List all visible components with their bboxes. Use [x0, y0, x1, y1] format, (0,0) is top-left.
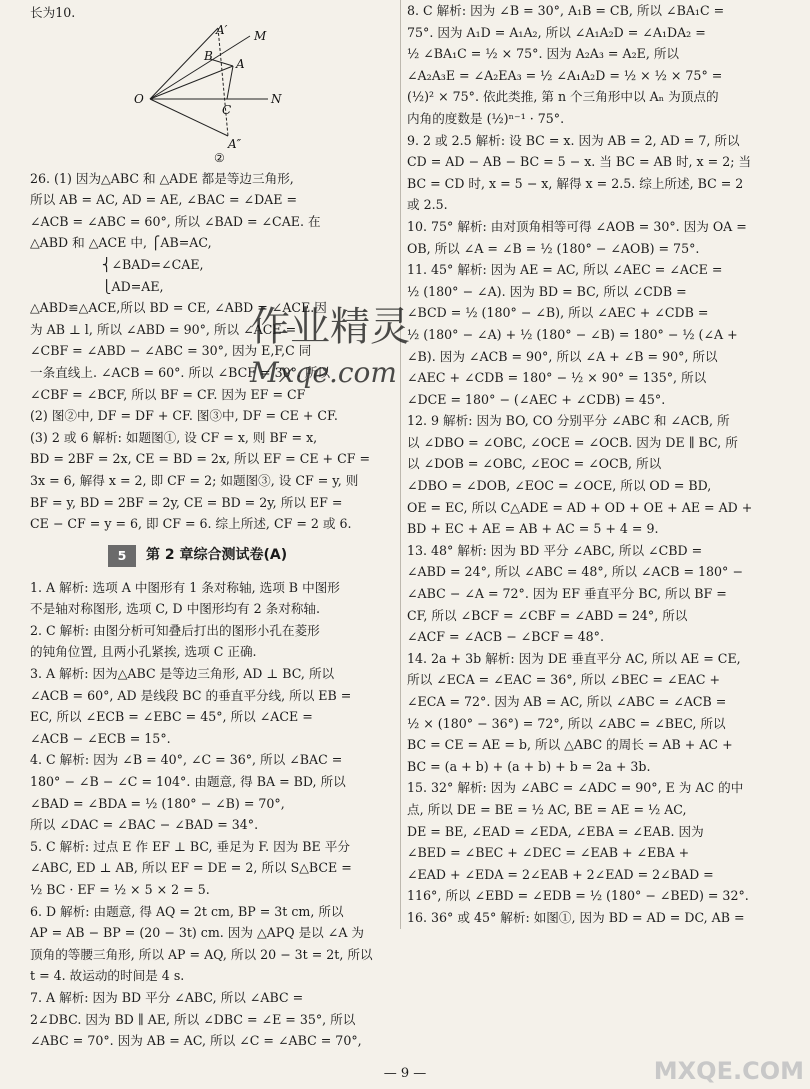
answer-line: ∠ACB = 60°, AD 是线段 BC 的垂直平分线, 所以 EB = [30, 687, 352, 703]
answer-line: ½ (180° − ∠A). 因为 BD = BC, 所以 ∠CDB = [407, 283, 687, 299]
answer-line: (½)² × 75°. 依此类推, 第 n 个三角形中以 Aₙ 为顶点的 [407, 89, 719, 105]
answer-line: 15. 32° 解析: 因为 ∠ABC = ∠ADC = 90°, E 为 AC 的中 [407, 780, 744, 796]
answer-line: BC = CD 时, x = 5 − x, 解得 x = 2.5. 综上所述, BC = 2 [407, 175, 744, 191]
answer-line: 12. 9 解析: 因为 BO, CO 分别平分 ∠ABC 和 ∠ACB, 所 [407, 413, 730, 429]
q26-line: BD = 2BF = 2x, CE = BD = 2x, 所以 EF = CE + CF = [30, 451, 371, 467]
answer-line: 2. C 解析: 由图分析可知叠后打出的图形小孔在菱形 [30, 622, 320, 638]
answer-line: 以 ∠DOB = ∠OBC, ∠EOC = ∠OCB, 所以 [407, 456, 662, 472]
q26-line: △ABD≌△ACE,所以 BD = CE, ∠ABD = ∠ACE.因 [30, 300, 327, 316]
answer-line: 8. C 解析: 因为 ∠B = 30°, A₁B = CB, 所以 ∠BA₁C = [407, 3, 725, 18]
label-a: A [236, 56, 245, 71]
watermark-domain: Mxqe.com [250, 356, 397, 389]
answer-line: ∠ECA = 72°. 因为 AB = AC, 所以 ∠ABC = ∠ACB = [407, 694, 727, 709]
answer-line: 4. C 解析: 因为 ∠B = 40°, ∠C = 36°, 所以 ∠BAC = [30, 752, 343, 768]
answer-line: ∠BCD = ½ (180° − ∠B), 所以 ∠AEC + ∠CDB = [407, 305, 709, 321]
answer-line: BD + EC + AE = AB + AC = 5 + 4 = 9. [407, 521, 659, 537]
answer-line: ½ ∠BA₁C = ½ × 75°. 因为 A₂A₃ = A₂E, 所以 [407, 46, 680, 62]
q26-line: BF = y, BD = 2BF = 2y, CE = BD = 2y, 所以 EF = [30, 494, 343, 510]
segment-a1a2 [218, 28, 228, 136]
answer-line: 以 ∠DBO = ∠OBC, ∠OCE = ∠OCB. 因为 DE ∥ BC, 所 [407, 434, 738, 450]
q26-line: 26. (1) 因为△ABC 和 △ADE 都是等边三角形, [30, 170, 294, 186]
answer-line: ∠DCE = 180° − (∠AEC + ∠CDB) = 45°. [407, 391, 666, 407]
figure-caption: ② [214, 150, 225, 164]
geometry-figure [130, 24, 300, 164]
segment-oa1 [150, 28, 218, 99]
answer-line: ∠EAD + ∠EDA = 2∠EAB + 2∠EAD = 2∠BAD = [407, 866, 714, 882]
q26-line: ∠ACB = ∠ABC = 60°, 所以 ∠BAD = ∠CAE. 在 [30, 213, 321, 229]
answer-line: 点, 所以 DE = BE = ½ AC, BE = AE = ½ AC, [407, 801, 687, 817]
answer-line: ½ (180° − ∠A) + ½ (180° − ∠B) = 180° − ½ (∠A + [407, 326, 738, 342]
answer-line: 14. 2a + 3b 解析: 因为 DE 垂直平分 AC, 所以 AE = CE, [407, 650, 741, 666]
section-header [108, 545, 392, 567]
answer-line: OB, 所以 ∠A = ∠B = ½ (180° − ∠AOB) = 75°. [407, 240, 700, 256]
answer-line: ∠ABC − ∠A = 72°. 因为 EF 垂直平分 BC, 所以 BF = [407, 586, 727, 602]
q26-line: 3x = 6, 解得 x = 2, 即 CF = 2; 如题图③, 设 CF = y, 则 [30, 472, 359, 488]
answer-line: ½ BC · EF = ½ × 5 × 2 = 5. [30, 882, 210, 897]
q26-line: △ABD 和 △ACE 中, ⎧AB=AC, [30, 235, 212, 251]
section-number: 5 [108, 545, 136, 567]
page-number: — 9 — [383, 1066, 427, 1081]
answer-line: 75°. 因为 A₁D = A₁A₂, 所以 ∠A₁A₂D = ∠A₁DA₂ = [407, 24, 706, 40]
answer-line: 16. 36° 或 45° 解析: 如图①, 因为 BD = AD = DC, AB = [407, 909, 745, 925]
answer-line: ∠A₂A₃E = ∠A₂EA₃ = ½ ∠A₁A₂D = ½ × ½ × 75° = [407, 67, 723, 83]
q26-line: ∠CBF = ∠BCF, 所以 BF = CF. 因为 EF = CF [30, 386, 306, 402]
answer-line: ∠ACB − ∠ECB = 15°. [30, 730, 171, 746]
label-o: O [134, 91, 144, 106]
answer-line: ∠AEC + ∠CDB = 180° − ½ × 90° = 135°, 所以 [407, 370, 707, 386]
answer-line: ∠ABC = 70°. 因为 AB = AC, 所以 ∠C = ∠ABC = 70°, [30, 1033, 362, 1049]
answer-line: ∠DBO = ∠DOB, ∠EOC = ∠OCE, 所以 OD = BD, [407, 478, 712, 494]
answer-line: BC = CE = AE = b, 所以 △ABC 的周长 = AB + AC + [407, 737, 733, 753]
answer-line: 所以 ∠DAC = ∠BAC − ∠BAD = 34°. [30, 817, 259, 833]
answer-line: ∠B). 因为 ∠ACB = 90°, 所以 ∠A + ∠B = 90°, 所以 [407, 348, 718, 364]
answer-line: ∠ABC, ED ⊥ AB, 所以 EF = DE = 2, 所以 S△BCE = [30, 860, 352, 876]
answer-line: CD = AD − AB − BC = 5 − x. 当 BC = AB 时, x = 2; 当 [407, 154, 752, 170]
question-26 [30, 168, 392, 535]
answer-line: 不是轴对称图形, 选项 C, D 中图形均有 2 条对称轴. [30, 601, 321, 617]
left-answers [30, 577, 392, 1052]
label-b: B [204, 48, 213, 63]
answer-line: ∠BED = ∠BEC + ∠DEC = ∠EAB + ∠EBA + [407, 845, 690, 861]
right-column [400, 0, 787, 929]
answer-line: 2∠DBC. 因为 BD ∥ AE, 所以 ∠DBC = ∠E = 35°, 所以 [30, 1011, 356, 1027]
answer-line: ∠BAD = ∠BDA = ½ (180° − ∠B) = 70°, [30, 795, 285, 811]
answer-line: 顶角的等腰三角形, 所以 AP = AQ, 所以 20 − 3t = 2t, 所以 [30, 946, 373, 962]
segment-oa [150, 66, 233, 99]
answer-line: ∠ACF = ∠ACB − ∠BCF = 48°. [407, 629, 604, 645]
answer-line: AP = AB − BP = (20 − 3t) cm. 因为 △APQ 是以 ∠A 为 [30, 925, 365, 941]
q26-line: CE − CF = y = 6, 即 CF = 6. 综上所述, CF = 2 或 6. [30, 516, 352, 532]
answer-line: 所以 ∠ECA = ∠EAC = 36°, 所以 ∠BEC = ∠EAC + [407, 672, 721, 688]
q26-line: (3) 2 或 6 解析: 如题图①, 设 CF = x, 则 BF = x, [30, 429, 318, 445]
label-a1: A′ [216, 23, 228, 37]
q26-line: ⎨∠BAD=∠CAE, [30, 256, 204, 272]
segment-oa2 [150, 99, 228, 136]
q26-line: ⎩AD=AE, [30, 278, 164, 294]
answer-line: DE = BE, ∠EAD = ∠EDA, ∠EBA = ∠EAB. 因为 [407, 823, 704, 839]
answer-line: 6. D 解析: 由题意, 得 AQ = 2t cm, BP = 3t cm, 所以 [30, 903, 344, 919]
ray-om [150, 36, 250, 99]
left-column [30, 0, 392, 1052]
answer-line: 3. A 解析: 因为△ABC 是等边三角形, AD ⊥ BC, 所以 [30, 666, 335, 682]
label-c: C [222, 102, 232, 117]
label-n: N [271, 91, 282, 106]
answer-line: 13. 48° 解析: 因为 BD 平分 ∠ABC, 所以 ∠CBD = [407, 542, 703, 558]
answer-line: 9. 2 或 2.5 解析: 设 BC = x. 因为 AB = 2, AD = 7, 所以 [407, 132, 740, 148]
q26-line: (2) 图②中, DF = DF + CF. 图③中, DF = CE + CF. [30, 408, 338, 424]
answer-line: t = 4. 故运动的时间是 4 s. [30, 968, 185, 984]
answer-line: 116°, 所以 ∠EBD = ∠EDB = ½ (180° − ∠BED) = 32°. [407, 888, 749, 904]
answer-line: OE = EC, 所以 C△ADE = AD + OD + OE + AE = AD + [407, 499, 753, 515]
section-title: 第 2 章综合测试卷(A) [146, 546, 288, 563]
answer-line: 11. 45° 解析: 因为 AE = AC, 所以 ∠AEC = ∠ACE = [407, 262, 723, 278]
answer-line: ½ × (180° − 36°) = 72°, 所以 ∠ABC = ∠BEC, 所以 [407, 715, 726, 731]
q26-line: ∠CBF = ∠ABD − ∠ABC = 30°, 因为 E,F,C 同 [30, 343, 312, 359]
answer-line: 内角的度数是 (½)ⁿ⁻¹ · 75°. [407, 110, 565, 126]
answer-line: 7. A 解析: 因为 BD 平分 ∠ABC, 所以 ∠ABC = [30, 989, 304, 1005]
answer-line: 180° − ∠B − ∠C = 104°. 由题意, 得 BA = BD, 所以 [30, 774, 346, 790]
answer-line: 10. 75° 解析: 由对顶角相等可得 ∠AOB = 30°. 因为 OA = [407, 218, 747, 234]
q26-line: 一条直线上. ∠ACB = 60°. 所以 ∠BCF = 30°. 所以 [30, 364, 331, 380]
answer-line: ∠ABD = 24°, 所以 ∠ABC = 48°, 所以 ∠ACB = 180° − [407, 564, 743, 580]
label-m: M [254, 28, 267, 43]
answer-line: 5. C 解析: 过点 E 作 EF ⊥ BC, 垂足为 F. 因为 BE 平分 [30, 838, 350, 854]
q26-line: 所以 AB = AC, AD = AE, ∠BAC = ∠DAE = [30, 192, 298, 208]
q26-line: 为 AB ⊥ l, 所以 ∠ABD = 90°, 所以 ∠ACE = [30, 321, 297, 337]
answer-line: 1. A 解析: 选项 A 中图形有 1 条对称轴, 选项 B 中图形 [30, 579, 340, 595]
answer-line: BC = (a + b) + (a + b) + b = 2a + 3b. [407, 758, 651, 774]
label-a2: A″ [228, 136, 242, 151]
corner-watermark: MXQE.COM [653, 1057, 804, 1085]
answer-line: 或 2.5. [407, 197, 448, 213]
segment-ca [227, 66, 233, 99]
answer-line: 的钝角位置, 且两小孔紧挨, 选项 C 正确. [30, 644, 257, 660]
left-top-line: 长为10. [30, 5, 76, 20]
answer-line: CF, 所以 ∠BCF = ∠CBF = ∠ABD = 24°, 所以 [407, 607, 688, 623]
answer-line: EC, 所以 ∠ECB = ∠EBC = 45°, 所以 ∠ACE = [30, 709, 313, 725]
watermark-chinese: 作业精灵 [250, 304, 410, 350]
